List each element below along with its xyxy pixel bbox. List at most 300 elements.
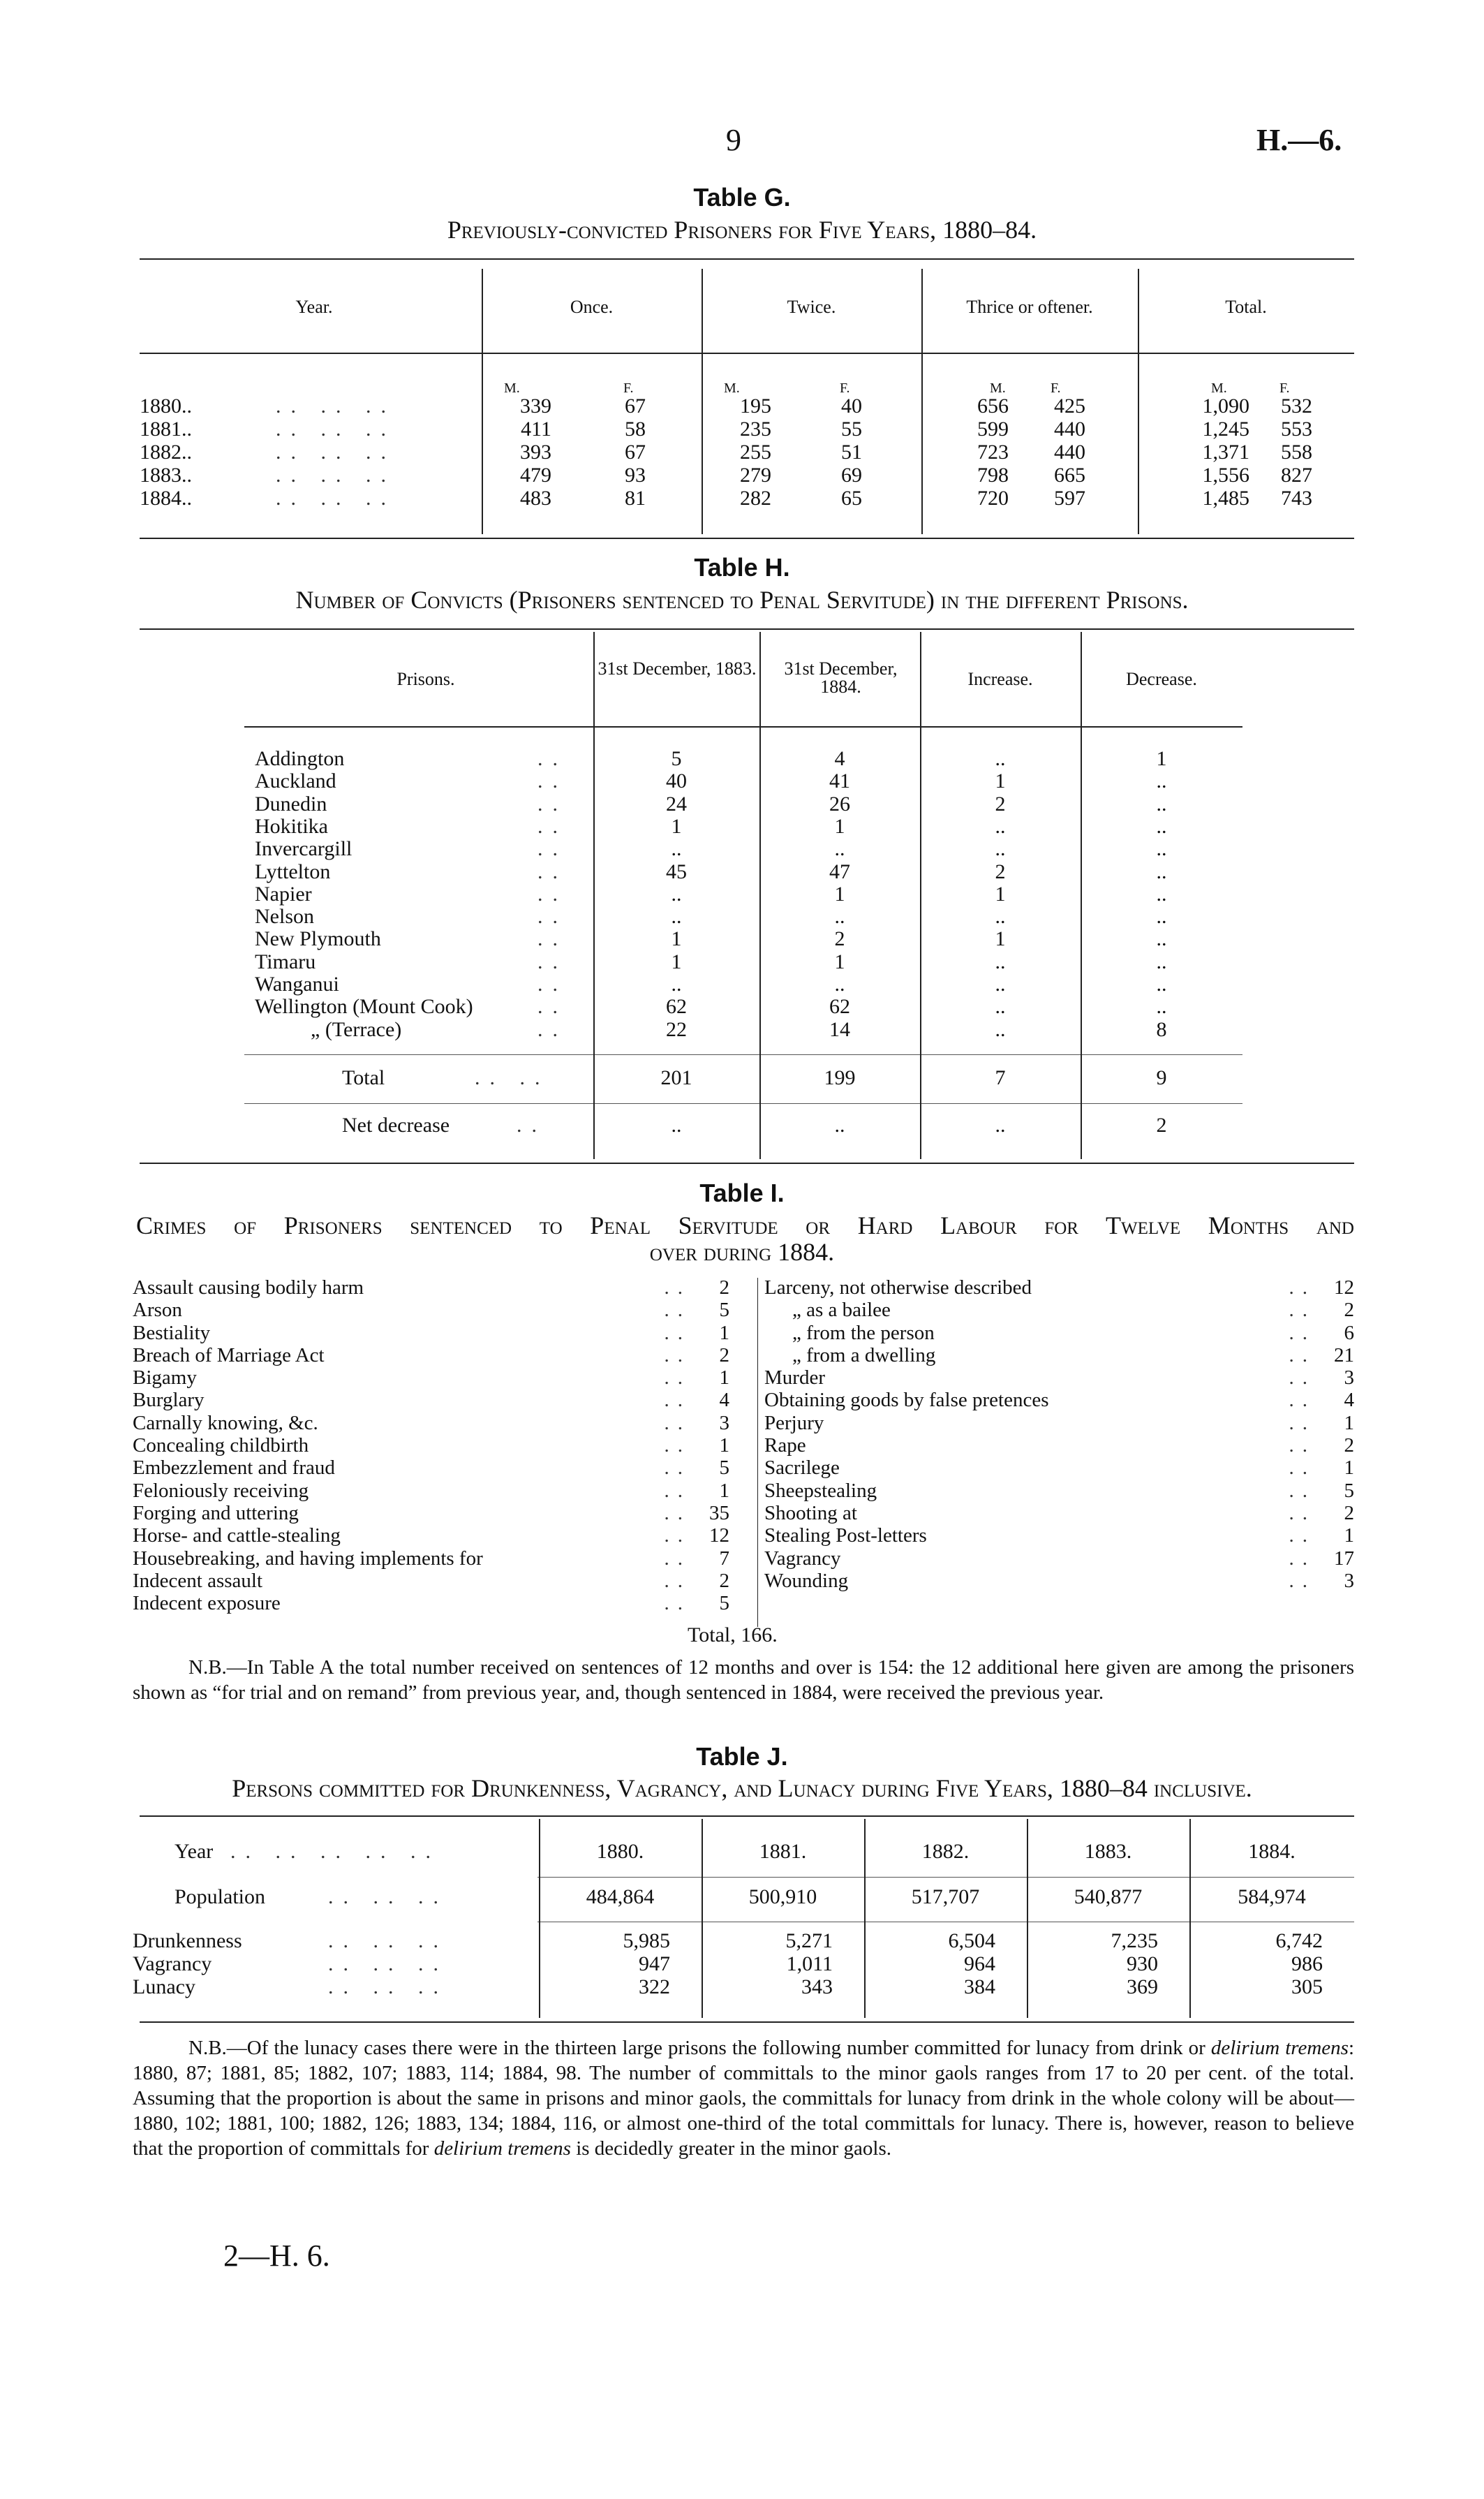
table-h-header-decrease: Decrease. <box>1126 669 1197 689</box>
table-h-inc: 1 <box>995 882 1006 906</box>
table-h-net-label: Net decrease <box>342 1114 450 1137</box>
crime-count: 21 <box>1334 1343 1354 1366</box>
crime-row <box>764 1299 1354 1321</box>
table-i-subtitle-line2: over during 1884. <box>649 1238 835 1266</box>
table-j-row-label: Drunkenness <box>133 1929 242 1952</box>
crime-name: Carnally knowing, &c. <box>133 1411 318 1434</box>
leader-dots: .. <box>664 1411 691 1434</box>
crime-row <box>133 1592 729 1614</box>
crime-row <box>764 1457 1354 1479</box>
crime-name: Stealing Post-letters <box>764 1524 927 1547</box>
table-h-inc: .. <box>995 905 1006 929</box>
table-h-total-decrease: 9 <box>1156 1066 1167 1089</box>
leader-dots: .. <box>537 814 567 838</box>
leader-dots: .. .. .. <box>276 464 396 487</box>
crime-row <box>133 1502 729 1524</box>
table-g-twice-m: 255 <box>740 441 771 464</box>
table-i-title: Table I. <box>699 1179 785 1207</box>
table-j-note-part: N.B.—Of the lunacy cases there were in the thirteen large prisons the following number committed for lunacy from drink or <box>188 2037 1211 2059</box>
leader-dots: .. <box>664 1434 691 1457</box>
table-g-total-f: 743 <box>1281 487 1312 510</box>
crime-name: Burglary <box>133 1389 205 1412</box>
table-h-prison: „ (Terrace) <box>311 1017 402 1041</box>
table-g-header-year: Year. <box>295 297 333 317</box>
crime-row <box>764 1366 1354 1389</box>
leader-dots: .. <box>664 1389 691 1412</box>
crime-row <box>133 1412 729 1434</box>
table-g-total-m: 1,371 <box>1202 441 1249 464</box>
crime-name: Perjury <box>764 1411 824 1434</box>
table-g-twice-f: 40 <box>841 395 862 418</box>
leader-dots: .. <box>1289 1434 1316 1457</box>
leader-dots: .. <box>1289 1321 1316 1344</box>
table-h-dec: .. <box>1156 860 1167 883</box>
table-j-value: 343 <box>801 1975 833 1998</box>
table-g-thrice-m: 723 <box>977 441 1009 464</box>
table-h-d1884: .. <box>834 905 845 929</box>
crime-count: 5 <box>719 1457 729 1480</box>
table-g-twice-m: 282 <box>740 487 771 510</box>
table-j-note <box>133 2035 1354 2161</box>
leader-dots: .. <box>664 1457 691 1480</box>
table-j-population: 584,974 <box>1238 1885 1306 1908</box>
leader-dots: .. .. .. .. .. <box>230 1840 440 1863</box>
crime-name: „ as a bailee <box>792 1299 891 1322</box>
table-h-dec: .. <box>1156 927 1167 951</box>
female-label: F. <box>1279 381 1290 396</box>
table-i-divider <box>757 1278 758 1627</box>
leader-dots: .. <box>1289 1411 1316 1434</box>
table-h-d1883: .. <box>671 905 682 929</box>
table-h-prison: Hokitika <box>255 814 328 838</box>
table-h-d1884: 1 <box>834 950 845 973</box>
table-g-total-m: 1,485 <box>1202 487 1249 510</box>
table-g-total-f: 558 <box>1281 441 1312 464</box>
table-h-inc: .. <box>995 837 1006 861</box>
leader-dots: .. <box>537 905 567 929</box>
table-j-population: 517,707 <box>911 1885 980 1908</box>
leader-dots: .. <box>517 1114 547 1137</box>
leader-dots: .. <box>537 973 567 996</box>
table-g-once-f: 58 <box>625 418 646 441</box>
table-h-dec: 1 <box>1156 747 1167 770</box>
crime-name: „ from the person <box>792 1321 935 1344</box>
leader-dots: .. <box>1289 1569 1316 1592</box>
table-j-value: 930 <box>1127 1952 1158 1975</box>
table-g-thrice-f: 665 <box>1054 464 1085 487</box>
crime-row <box>133 1480 729 1502</box>
table-g-thrice-f: 440 <box>1054 441 1085 464</box>
crime-row <box>133 1366 729 1389</box>
crime-row <box>764 1434 1354 1457</box>
crime-row <box>764 1480 1354 1502</box>
leader-dots: .. .. .. <box>276 487 396 510</box>
table-j-note-italic: delirium tremens <box>1210 2037 1349 2059</box>
table-h-prison: Addington <box>255 747 345 770</box>
crime-count: 35 <box>709 1501 729 1524</box>
table-g-thrice-m: 720 <box>977 487 1009 510</box>
table-h-d1883: .. <box>671 882 682 906</box>
table-h-d1883: 40 <box>666 769 687 793</box>
table-h-dec: .. <box>1156 814 1167 838</box>
table-h-dec: .. <box>1156 905 1167 929</box>
crime-count: 1 <box>1344 1524 1354 1547</box>
table-h-d1884: 2 <box>834 927 845 951</box>
leader-dots: .. <box>537 747 567 770</box>
table-h-dec: .. <box>1156 769 1167 793</box>
table-j-year-label: Year <box>175 1840 214 1863</box>
table-h-inc: 2 <box>995 792 1006 816</box>
crime-count: 2 <box>719 1343 729 1366</box>
table-h-d1884: 62 <box>829 995 850 1019</box>
leader-dots: .. <box>664 1592 691 1615</box>
leader-dots: .. .. .. <box>276 395 396 418</box>
table-g-thrice-f: 440 <box>1054 418 1085 441</box>
leader-dots: .. <box>537 995 567 1019</box>
crime-count: 2 <box>1344 1501 1354 1524</box>
crime-count: 5 <box>1344 1479 1354 1502</box>
table-h-total-label: Total <box>342 1066 385 1089</box>
table-g-thrice-m: 798 <box>977 464 1009 487</box>
table-j-row-label: Lunacy <box>133 1975 195 1998</box>
leader-dots: .. .. <box>475 1066 550 1089</box>
table-g-twice-f: 55 <box>841 418 862 441</box>
table-h-dec: .. <box>1156 995 1167 1019</box>
table-g-once-m: 411 <box>521 418 551 441</box>
table-h-inc: .. <box>995 950 1006 973</box>
crime-name: Bigamy <box>133 1366 197 1389</box>
crime-row <box>133 1524 729 1547</box>
table-g-year: 1884.. <box>140 487 192 510</box>
table-j-value: 369 <box>1127 1975 1158 1998</box>
leader-dots: .. .. .. <box>328 1885 448 1908</box>
crime-name: Feloniously receiving <box>133 1479 309 1502</box>
crime-row <box>764 1524 1354 1547</box>
table-g-header-once: Once. <box>570 297 614 317</box>
crime-name: Forging and uttering <box>133 1501 299 1524</box>
table-g-twice-f: 69 <box>841 464 862 487</box>
table-h-inc: .. <box>995 814 1006 838</box>
table-g-once-f: 93 <box>625 464 646 487</box>
table-h-d1883: 1 <box>671 950 682 973</box>
crime-name: Shooting at <box>764 1501 857 1524</box>
crime-row <box>133 1547 729 1570</box>
table-j-year: 1882. <box>921 1840 970 1863</box>
table-h-d1884: 1 <box>834 882 845 906</box>
table-g-twice-m: 279 <box>740 464 771 487</box>
table-g-twice-f: 51 <box>841 441 862 464</box>
table-h-inc: .. <box>995 1017 1006 1041</box>
crime-row <box>133 1457 729 1479</box>
table-j-value: 305 <box>1291 1975 1323 1998</box>
crime-name: Embezzlement and fraud <box>133 1457 335 1480</box>
table-j-year-rule <box>537 1877 1354 1878</box>
table-h-header-increase: Increase. <box>967 669 1033 689</box>
leader-dots: .. <box>664 1524 691 1547</box>
leader-dots: .. <box>537 792 567 816</box>
table-h-d1883: 5 <box>671 747 682 770</box>
table-g-header-rule <box>140 353 1354 354</box>
leader-dots: .. <box>537 950 567 973</box>
crime-row <box>133 1434 729 1457</box>
crime-name: Vagrancy <box>764 1547 841 1570</box>
table-j-note-part: : 1880, 87; 1881, 85; 1882, 107; 1883, 114; 1884, 98. The number of committals to the minor gaols ranges from 17 to 20 per cent. of the total. Assuming that the proportion is about the same in prisons and minor gaols, the committals for lunacy from drink in the whole colony will be about—1880, 102; 1881, 100; 1882, 126; 1883, 134; 1884, 116, or almost one-third of the total committals for lunacy. There is, however, reason to believe that the proportion of committals for <box>133 2037 1354 2160</box>
table-h-header-prisons: Prisons. <box>396 669 455 689</box>
leader-dots: .. <box>1289 1343 1316 1366</box>
leader-dots: .. <box>1289 1366 1316 1389</box>
crime-name: Rape <box>764 1434 806 1457</box>
male-label: M. <box>990 381 1006 396</box>
crimes-left-column <box>133 1276 729 1614</box>
table-h-d1884: 4 <box>834 747 845 770</box>
leader-dots: .. .. .. <box>276 418 396 441</box>
leader-dots: .. <box>664 1366 691 1389</box>
crime-count: 2 <box>719 1276 729 1299</box>
crime-row <box>133 1276 729 1299</box>
table-h-inc: 1 <box>995 927 1006 951</box>
table-h-prison: Timaru <box>255 950 316 973</box>
leader-dots: .. <box>537 860 567 883</box>
table-g-year: 1882.. <box>140 441 192 464</box>
table-h-bottom-rule <box>140 1163 1354 1164</box>
table-g-once-m: 483 <box>520 487 551 510</box>
table-h-total-1884: 199 <box>824 1066 856 1089</box>
crime-name: Assault causing bodily harm <box>133 1276 364 1299</box>
table-h-d1883: 1 <box>671 814 682 838</box>
female-label: F. <box>840 381 850 396</box>
table-g-header-twice: Twice. <box>787 297 836 317</box>
table-h-inc: 1 <box>995 769 1006 793</box>
table-h-net-1883: .. <box>671 1114 682 1137</box>
table-i-subtitle: Crimes of Prisoners sentenced to Penal Servitude or Hard Labour for Twelve Months and <box>136 1211 1354 1239</box>
leader-dots: .. <box>664 1501 691 1524</box>
table-j-bottom-rule <box>140 2021 1354 2023</box>
leader-dots: .. <box>664 1299 691 1322</box>
leader-dots: .. <box>1289 1389 1316 1412</box>
table-h-prison: Lyttelton <box>255 860 331 883</box>
table-j-population: 484,864 <box>586 1885 655 1908</box>
crime-row <box>133 1389 729 1411</box>
crime-row <box>133 1299 729 1321</box>
female-label: F. <box>623 381 634 396</box>
table-h-d1884: .. <box>834 973 845 996</box>
crime-count: 4 <box>719 1389 729 1412</box>
page-number: 9 <box>726 123 741 157</box>
table-h-net-increase: .. <box>995 1114 1006 1137</box>
crime-count: 1 <box>1344 1411 1354 1434</box>
crime-count: 6 <box>1344 1321 1354 1344</box>
table-j-value: 986 <box>1291 1952 1323 1975</box>
table-h-d1884: 26 <box>829 792 850 816</box>
crime-count: 12 <box>1334 1276 1354 1299</box>
crime-row <box>764 1547 1354 1570</box>
crimes-right-column <box>764 1276 1354 1592</box>
table-g-thrice-f: 425 <box>1054 395 1085 418</box>
table-g-title: Table G. <box>693 183 791 212</box>
crime-name: Wounding <box>764 1569 849 1592</box>
table-g-total-m: 1,556 <box>1202 464 1249 487</box>
table-j-row-label: Vagrancy <box>133 1952 212 1975</box>
table-g-bottom-rule <box>140 538 1354 539</box>
table-h-d1884: .. <box>834 837 845 861</box>
leader-dots: .. <box>1289 1479 1316 1502</box>
table-j-subtitle: Persons committed for Drunkenness, Vagrancy, and Lunacy during Five Years, 1880–84 inclusive. <box>232 1774 1252 1802</box>
crime-count: 3 <box>1344 1366 1354 1389</box>
crime-count: 1 <box>719 1366 729 1389</box>
table-g-total-m: 1,245 <box>1202 418 1249 441</box>
table-j-title: Table J. <box>696 1742 788 1771</box>
table-h-d1883: 1 <box>671 927 682 951</box>
table-h-net-1884: .. <box>834 1114 845 1137</box>
male-label: M. <box>504 381 520 396</box>
table-g-total-f: 532 <box>1281 395 1312 418</box>
table-h-total-rule <box>244 1054 1242 1055</box>
crime-row <box>764 1502 1354 1524</box>
table-j-year: 1880. <box>596 1840 644 1863</box>
leader-dots: .. .. .. <box>276 441 396 464</box>
table-h-subtitle: Number of Convicts (Prisoners sentenced to Penal Servitude) in the different Prisons. <box>295 586 1189 614</box>
crime-name: Concealing childbirth <box>133 1434 309 1457</box>
table-h-header-rule <box>244 726 1242 728</box>
table-h-header-1884: 31st December, 1884. <box>784 658 898 697</box>
female-label: F. <box>1051 381 1061 396</box>
table-h-d1884: 1 <box>834 814 845 838</box>
crime-count: 2 <box>1344 1299 1354 1322</box>
leader-dots: .. <box>1289 1547 1316 1570</box>
table-g-year: 1883.. <box>140 464 192 487</box>
table-h-dec: .. <box>1156 882 1167 906</box>
table-h-d1883: 24 <box>666 792 687 816</box>
table-j-year: 1881. <box>759 1840 807 1863</box>
leader-dots: .. <box>537 882 567 906</box>
crime-name: Sheepstealing <box>764 1479 877 1502</box>
table-h-d1884: 41 <box>829 769 850 793</box>
crime-name: Larceny, not otherwise described <box>764 1276 1032 1299</box>
table-h-dec: 8 <box>1156 1017 1167 1041</box>
table-g-total-m: 1,090 <box>1202 395 1249 418</box>
leader-dots: .. .. .. <box>328 1929 448 1952</box>
table-h-inc: .. <box>995 747 1006 770</box>
table-h-d1884: 14 <box>829 1017 850 1041</box>
table-g-twice-m: 235 <box>740 418 771 441</box>
crime-name: Obtaining goods by false pretences <box>764 1389 1049 1412</box>
leader-dots: .. <box>537 927 567 951</box>
leader-dots: .. <box>664 1276 691 1299</box>
table-h-dec: .. <box>1156 973 1167 996</box>
table-h-prison: Auckland <box>255 769 336 793</box>
table-g-once-m: 339 <box>520 395 551 418</box>
table-g-subtitle: Previously-convicted Prisoners for Five Years, 1880–84. <box>447 216 1037 244</box>
table-g-top-rule <box>140 258 1354 260</box>
crime-row <box>133 1322 729 1344</box>
crime-name: Indecent assault <box>133 1569 263 1592</box>
leader-dots: .. .. .. <box>328 1952 448 1975</box>
table-h-title: Table H. <box>694 553 790 582</box>
leader-dots: .. <box>664 1479 691 1502</box>
table-g-once-f: 67 <box>625 441 646 464</box>
table-j-value: 384 <box>964 1975 995 1998</box>
table-h-d1883: .. <box>671 973 682 996</box>
crime-name: „ from a dwelling <box>792 1343 936 1366</box>
table-j-value: 6,504 <box>948 1929 995 1952</box>
table-g-twice-m: 195 <box>740 395 771 418</box>
table-h-prison: Dunedin <box>255 792 327 816</box>
table-h-prison: Nelson <box>255 905 314 929</box>
table-j-population: 500,910 <box>748 1885 817 1908</box>
table-g-once-f: 81 <box>625 487 646 510</box>
crime-row <box>764 1322 1354 1344</box>
table-h-prison: Wellington (Mount Cook) <box>255 995 473 1019</box>
table-j-value: 1,011 <box>786 1952 833 1975</box>
table-g-once-m: 393 <box>520 441 551 464</box>
table-h-d1883: 62 <box>666 995 687 1019</box>
crime-name: Bestiality <box>133 1321 211 1344</box>
table-g-twice-f: 65 <box>841 487 862 510</box>
table-j-population-label: Population <box>175 1885 266 1908</box>
table-h-prison: Napier <box>255 882 312 906</box>
table-h-top-rule <box>140 628 1354 630</box>
leader-dots: .. <box>664 1547 691 1570</box>
table-g-total-f: 553 <box>1281 418 1312 441</box>
crime-count: 2 <box>1344 1434 1354 1457</box>
crime-count: 7 <box>719 1547 729 1570</box>
table-j-value: 947 <box>639 1952 670 1975</box>
table-j-note-part: is decidedly greater in the minor gaols. <box>570 2137 891 2160</box>
crime-row <box>133 1570 729 1592</box>
table-g-once-f: 67 <box>625 395 646 418</box>
table-j-value: 5,985 <box>623 1929 670 1952</box>
table-h-prison: Wanganui <box>255 973 339 996</box>
table-j-value: 6,742 <box>1275 1929 1323 1952</box>
leader-dots: .. <box>664 1321 691 1344</box>
table-g-header-total: Total. <box>1225 297 1267 317</box>
table-g-thrice-f: 597 <box>1054 487 1085 510</box>
crime-name: Arson <box>133 1299 182 1322</box>
table-h-d1883: .. <box>671 837 682 861</box>
document-reference: H.—6. <box>1256 123 1342 157</box>
table-h-inc: 2 <box>995 860 1006 883</box>
table-j-year: 1883. <box>1084 1840 1132 1863</box>
crime-count: 1 <box>1344 1457 1354 1480</box>
table-g-total-f: 827 <box>1281 464 1312 487</box>
table-h-net-decrease: 2 <box>1156 1114 1167 1137</box>
table-g-thrice-m: 599 <box>977 418 1009 441</box>
leader-dots: .. <box>1289 1501 1316 1524</box>
crime-name: Housebreaking, and having implements for <box>133 1547 483 1570</box>
crime-row <box>133 1344 729 1366</box>
crime-name: Sacrilege <box>764 1457 840 1480</box>
table-j-top-rule <box>140 1815 1354 1817</box>
crime-row <box>764 1570 1354 1592</box>
crime-row <box>764 1389 1354 1411</box>
leader-dots: .. <box>537 769 567 793</box>
table-h-total-1883: 201 <box>660 1066 692 1089</box>
crime-name: Horse- and cattle-stealing <box>133 1524 341 1547</box>
table-h-dec: .. <box>1156 950 1167 973</box>
crime-count: 5 <box>719 1299 729 1322</box>
table-g-thrice-m: 656 <box>977 395 1009 418</box>
male-label: M. <box>724 381 740 396</box>
table-j-value: 7,235 <box>1111 1929 1158 1952</box>
table-g-year: 1881.. <box>140 418 192 441</box>
table-j-population: 540,877 <box>1074 1885 1143 1908</box>
table-h-header-1883: 31st December, 1883. <box>598 658 757 679</box>
crime-name: Breach of Marriage Act <box>133 1343 325 1366</box>
table-h-dec: .. <box>1156 792 1167 816</box>
leader-dots: .. <box>537 837 567 861</box>
table-h-prison: New Plymouth <box>255 927 381 951</box>
table-h-d1883: 45 <box>666 860 687 883</box>
